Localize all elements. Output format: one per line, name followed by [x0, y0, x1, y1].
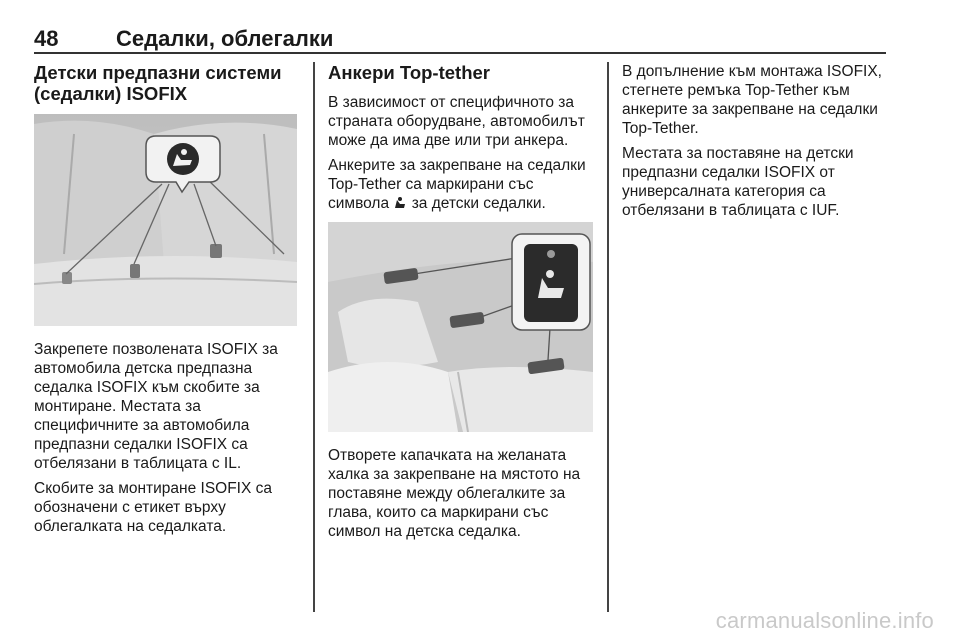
- isofix-paragraph-2: Скобите за монтиране ISOFIX са обозначени с етикет върху облегалката на седалката.: [34, 480, 273, 535]
- watermark: carmanualsonline.info: [715, 608, 934, 633]
- section-heading-top-tether: Анкери Top-tether: [328, 62, 490, 83]
- additional-paragraph-2: Местата за поставяне на детски предпазни седалки ISOFIX от универсалната категория са отбелязани в таблицата с IUF.: [622, 145, 854, 219]
- top-tether-paragraph-1: В зависимост от специфичното за страната оборудване, автомобилът може да има две или три анкера.: [328, 94, 585, 149]
- top-tether-paragraph-2-start: Анкерите за закрепване на седалки Top-Tether са маркирани със символа: [328, 157, 586, 212]
- child-seat-inline-icon: [393, 196, 407, 216]
- column-additional: [622, 62, 892, 226]
- child-seat-icon: [167, 143, 199, 175]
- isofix-illustration: [34, 114, 297, 326]
- column-divider-2: [607, 62, 609, 612]
- top-tether-paragraph-2: [328, 156, 598, 216]
- column-top-tether: [328, 62, 598, 547]
- isofix-figure: [34, 114, 297, 326]
- top-tether-paragraph-3: Отворете капачката на желаната халка за закрепване на мястото на поставяне между облегалките за глава, които са маркирани със символ на детска седалка.: [328, 447, 581, 540]
- top-tether-figure: [328, 222, 593, 432]
- top-tether-illustration: [328, 222, 593, 432]
- additional-paragraph-1: В допълнение към монтажа ISOFIX, стегнете ремъка Top-Tether към анкерите за закрепване на седалки Top-Tether.: [622, 63, 882, 137]
- column-isofix: [34, 62, 299, 542]
- chapter-title: Седалки, облегалки: [116, 26, 334, 51]
- column-divider-1: [313, 62, 315, 612]
- page-header: [34, 26, 886, 52]
- section-heading-isofix: Детски предпазни системи (седалки) ISOFIX: [34, 62, 282, 104]
- page-number: 48: [34, 26, 59, 51]
- top-tether-paragraph-2-end: за детски седалки.: [411, 195, 546, 212]
- isofix-paragraph-1: Закрепете позволената ISOFIX за автомобила детска предпазна седалка ISOFIX към скобите за монтиране. Местата за специфичните за автомобила предпазни седалки ISOFIX са отбелязани в таблицата с IL.: [34, 341, 278, 472]
- header-divider: [34, 52, 886, 54]
